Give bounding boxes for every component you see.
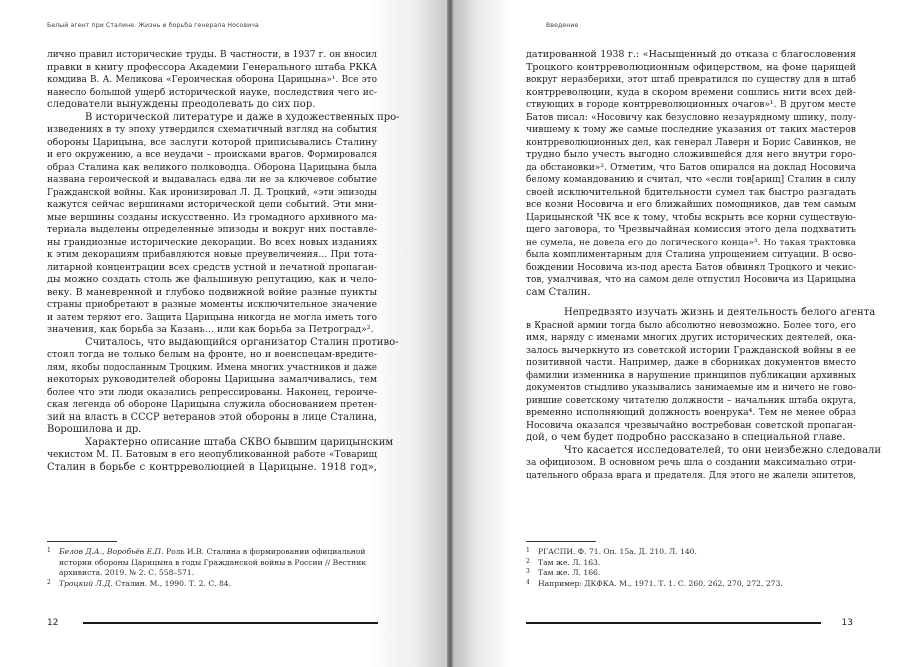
text-line: обороны Царицына, все заслуги которой приписывались Сталину — [47, 136, 377, 148]
running-head-right: Введение — [546, 22, 579, 29]
text-line: ская легенда об обороне Царицына служила обоснованием претен- — [47, 400, 377, 410]
folio-rule-right — [526, 622, 821, 624]
text-line: Считалось, что выдающийся организатор Сталин противо- — [85, 336, 399, 348]
text-line: лично правил исторические труды. В частности, в 1937 г. он вносил — [47, 50, 377, 60]
paragraph — [47, 49, 377, 112]
text-line: более что эти люди оказались репрессированы. Наконец, героиче- — [47, 386, 377, 398]
text-line: кажутся сейчас вершинами исторической цепи событий. Эти мни- — [47, 199, 377, 210]
text-line: значения, как борьба за Казань… или как борьба за Петроград»². — [47, 324, 374, 335]
text-line: бождении Носовича из-под ареста Батов обвинял Троцкого и чекис- — [526, 262, 856, 273]
footnote-text: Сталин. М., 1990. Т. 2. С. 84. — [112, 578, 232, 588]
text-line: щего заговора, то Чрезвычайная комиссия этого дела подхватить — [526, 224, 856, 235]
text-line: некоторых руководителей обороны Царицына замалчивались, тем — [47, 374, 377, 385]
text-line: ны грандиозные исторические декорации. Во всех новых изданиях — [47, 237, 377, 248]
text-line: своей исключительной бдительности сумел так быстро разгадать — [526, 186, 856, 198]
text-line: Батов писал: «Носовичу как безусловно незаурядному шпику, полу- — [526, 112, 856, 123]
text-line: лям, якобы подосланным Троцким. Имена многих участников и даже — [47, 362, 377, 373]
text-line: названа героической и выдавалась едва ли не за ключевое событие — [47, 175, 377, 185]
text-line: рившие советскому читателю должности – начальник штаба округа, — [526, 395, 856, 406]
text-line: дой, о чем будет подробно рассказано в специальной главе. — [526, 432, 846, 443]
page-number-right: 13 — [841, 618, 853, 628]
footnote-number: 1 — [526, 547, 530, 554]
footnote-author: Троцкий Л.Д. — [59, 578, 113, 588]
text-line: тов, умалчивая, что на самом деле отпустил Носовича из Царицына — [526, 275, 856, 285]
folio-rule-left — [83, 622, 378, 624]
text-line: и его окружению, а все неудачи – происками врагов. Формировался — [47, 150, 377, 160]
text-line: контрреволюции, куда в скором времени сошлись нити всех дей- — [526, 86, 856, 98]
footnote — [526, 568, 856, 579]
footnote-author: Белов Д.А., Воробьёв Е.П. — [59, 547, 164, 556]
footnote — [526, 558, 856, 569]
text-line: была комплиментарным для Сталина упрощением ситуации. В осво- — [526, 250, 856, 260]
footnote-number: 3 — [526, 568, 530, 576]
text-line: к этим декорациям прибавляются новые преувеличения… При тота- — [47, 250, 377, 260]
footnote-text: Там же. Л. 166. — [538, 568, 601, 578]
footnote — [47, 547, 377, 579]
text-line: териала выделены определенные эпизоды и вокруг них поставле- — [47, 224, 377, 235]
text-line: цательного образа врага и предателя. Для этого не жалели эпитетов, — [526, 470, 856, 481]
text-line: образ Сталина как великого полководца. Оборона Царицына была — [47, 161, 377, 173]
text-line: Сталин в борьбе с контрреволюцией в Царицыне. 1918 год», — [47, 461, 377, 473]
text-line: датированной 1938 г.: «Насыщенный до отказа с благословения — [526, 49, 856, 60]
text-line: Царицынской ЧК все к тому, чтобы вскрыть все корни существую- — [526, 211, 856, 223]
paragraph — [47, 436, 394, 475]
text-line: правки в книгу профессора Академии Генерального штаба РККА — [47, 61, 377, 73]
text-line: мые вершины созданы искусственно. Из громадного архивного ма- — [47, 212, 377, 223]
footnote-text: РГАСПИ. Ф. 71. Оп. 15а. Д. 210. Л. 140. — [538, 547, 697, 556]
footnote-text: Например: ДКФКА. М., 1971. Т. 1. С. 260, 262, 270, 272, 273. — [538, 578, 783, 588]
footnote — [526, 547, 856, 558]
text-line: нанесло большой ущерб исторической науке, последствия чего ис- — [47, 87, 377, 98]
footnote — [47, 579, 377, 590]
text-line: Характерно описание штаба СКВО бывшим царицынским — [85, 436, 394, 448]
footnote — [526, 579, 856, 590]
text-line: Непредвзято изучать жизнь и деятельность белого агента — [564, 307, 876, 318]
footnote-number: 2 — [526, 557, 530, 565]
text-line: ды можно создать столь же фальшивую репутацию, как и чело- — [47, 274, 377, 285]
footnote-rule-left — [47, 541, 117, 542]
text-line: вокруг неразберихи, этот штаб превратился по существу для в штаб — [526, 75, 856, 85]
text-line: временно исполняющий должность военрука⁴. Тем не менее образ — [526, 408, 856, 418]
running-head-left: Белый агент при Сталине. Жизнь и борьба генерала Носовича — [47, 22, 259, 29]
page-number-left: 12 — [47, 618, 59, 628]
text-line: зий на власть в СССР ветеранов этой обороны в лице Сталина, — [47, 411, 377, 423]
footnotes-left — [47, 547, 377, 589]
body-text-right — [526, 49, 882, 482]
text-line: Носовича оказался чрезвычайно востребован советской пропаган- — [526, 419, 856, 431]
text-line: чекистом М. П. Батовым в его неопубликованной работе «Товарищ — [47, 450, 377, 460]
text-line: в Красной армии тогда было абсолютно невозможно. Более того, его — [526, 320, 856, 331]
paragraph — [526, 49, 856, 299]
paragraph — [526, 307, 876, 445]
text-line: позитивной части. Например, даже в сборниках документов вместо — [526, 358, 856, 368]
text-line: страны приобретают в разные моменты исключительное значение — [47, 300, 377, 310]
text-line: чившему к тому же самые последние указания от таких мастеров — [526, 124, 856, 135]
paragraph — [47, 336, 399, 437]
right-page — [453, 0, 900, 667]
footnote-text: Там же. Л. 163. — [538, 557, 601, 567]
text-line: контрреволюционных дел, как генерал Лаверн и Борис Савинков, не — [526, 137, 856, 148]
paragraph — [47, 111, 400, 337]
text-line: и затем теряют его. Защита Царицына никогда не могла иметь того — [47, 312, 377, 323]
text-line: В исторической литературе и даже в художественных про- — [85, 111, 400, 123]
body-text-left — [47, 49, 400, 474]
text-line: за официозом. В основном речь шла о создании максимально отри- — [526, 458, 856, 468]
text-line: ствующих в городе контрреволюционных очагов»¹. В другом месте — [526, 100, 856, 110]
text-line: белому командованию и считал, что «если тов[арищ] Сталин в силу — [526, 175, 856, 185]
text-line: имя, наряду с именами многих других исторических деятелей, ока- — [526, 333, 856, 343]
text-line: сам Сталин. — [526, 286, 591, 298]
text-line: не сумела, не довела его до логического конца»³. Но такая трактовка — [526, 237, 856, 248]
text-line: комдива В. А. Меликова «Героическая оборона Царицына»¹. Все это — [47, 75, 377, 85]
text-line: документов стыдливо указывались занимаемые им и ничего не гово- — [526, 383, 856, 393]
text-line: фамилии изменника в нарушение принципов публикации архивных — [526, 370, 856, 381]
paragraph — [526, 444, 882, 483]
text-line: стоял тогда не только белым на фронте, но и военспецам-вредите- — [47, 349, 377, 360]
footnotes-right — [526, 547, 856, 589]
text-line: да обстановки»². Отметим, что Батов опирался на доклад Носовича — [526, 162, 856, 173]
footnote-number: 4 — [526, 578, 530, 586]
footnote-number: 2 — [47, 578, 51, 586]
footnote-number: 1 — [47, 547, 51, 554]
footnote-text: Роль И.В. Сталина в формировании официальной истории обороны Царицына в годы Гражданской войны в России // Вестник архивиста. 2019. № 2. С. 558–571. — [59, 547, 367, 578]
text-line: все козни Носовича и его ближайших помощников, дав тем самым — [526, 199, 856, 210]
left-page — [0, 0, 447, 667]
text-line: следователи вынуждены преодолевать до сих пор. — [47, 99, 316, 110]
text-line: Гражданской войны. Как иронизировал Л. Д. Троцкий, «эти эпизоды — [47, 187, 377, 198]
text-line: Троцкого контрреволюционным офицерством, на фоне царящей — [526, 61, 856, 73]
text-line: залось вычеркнуто из советской истории Гражданской войны в ее — [526, 344, 856, 356]
text-line: Ворошилова и др. — [47, 424, 142, 435]
text-line: изведениях в ту эпоху утвердился схематичный взгляд на события — [47, 124, 377, 135]
text-line: литарной концентрации всех средств устной и печатной пропаган- — [47, 262, 377, 273]
text-line: веку. В маневренной и глубоко подвижной войне разные пункты — [47, 286, 377, 298]
text-line: Что касается исследователей, то они неизбежно следовали — [564, 444, 882, 456]
text-line: трудно было учесть выгодно сложившейся для него внутри горо- — [526, 149, 856, 160]
footnote-rule-right — [526, 541, 596, 542]
